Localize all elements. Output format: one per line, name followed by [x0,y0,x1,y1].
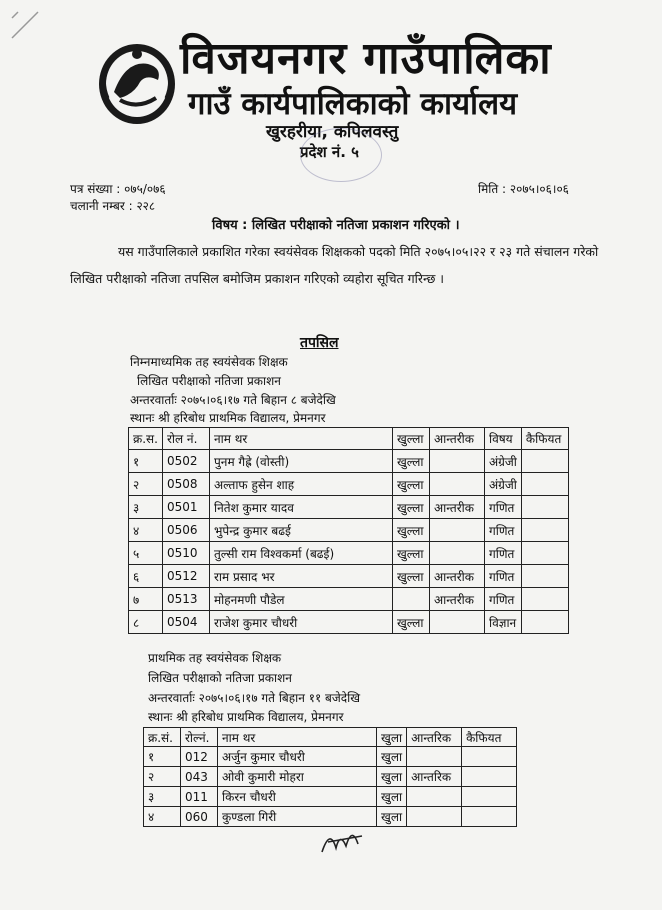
table-cell: विज्ञान [484,611,521,634]
section1-interview: अन्तरवार्ताः २०७५।०६।१७ गते बिहान ८ बजेदेखि [130,393,336,407]
table-cell: खुल्ला [392,450,429,473]
table-cell: आन्तरीक [429,588,484,611]
header-cell: नाम थर [218,728,377,747]
section-heading: तपसिल [300,335,339,351]
header-cell: नाम थर [209,428,392,450]
table-cell [429,450,484,473]
section2-interview: अन्तरवार्ताः २०७५।०६।१७ गते बिहान ११ बजेदेखि [148,691,361,705]
table-cell: 043 [181,767,218,787]
table-row [129,496,569,519]
table-cell [521,473,568,496]
table-cell: 011 [181,787,218,807]
dispatch-number: चलानी नम्बर : २२८ [70,199,156,213]
table-row [129,565,569,588]
letter-subject: विषय : लिखित परीक्षाको नतिजा प्रकाशन गरिएको । [212,218,460,233]
letter-number: पत्र संख्या : ०७५/०७६ [70,182,166,196]
table-cell: खुल्ला [392,496,429,519]
table-cell: 0510 [162,542,209,565]
table-cell: राम प्रसाद भर [209,565,392,588]
table-cell [392,588,429,611]
province-label: प्रदेश नं. ५ [300,143,359,161]
table-cell: 0512 [162,565,209,588]
table-cell [521,519,568,542]
table-header-row [129,428,569,450]
letter-body-text: यस गाउँपालिकाले प्रकाशित गरेका स्वयंसेवक शिक्षकको पदको मिति २०७५।०५।२२ र २३ गते संचालन गरेको लिखित परीक्षाको नतिजा तपसिल बमोजिम प्रकाशन गरिएको व्यहोरा सूचित गरिन्छ । [70,244,599,286]
municipality-title: विजयनगर गाउँपालिका [180,33,552,84]
header-cell: कैफियत [462,728,517,747]
table-header-row [144,728,517,747]
header-cell: विषय [484,428,521,450]
table-cell: ३ [144,787,181,807]
table-cell: गणित [484,496,521,519]
header-cell: खुल्ला [392,428,429,450]
table-cell [429,611,484,634]
table-cell: मोहनमणी पौडेल [209,588,392,611]
letter-date: मिति : २०७५।०६।०६ [478,182,569,196]
table-cell: अर्जुन कुमार चौधरी [218,747,377,767]
table-cell: 0502 [162,450,209,473]
table-cell: १ [129,450,163,473]
table-cell: आन्तरीक [429,496,484,519]
section1-rows [129,450,569,634]
signature [318,822,366,858]
table-row [129,519,569,542]
table-cell: १ [144,747,181,767]
table-cell: ७ [129,588,163,611]
table-row [129,542,569,565]
table-cell [521,611,568,634]
section1-level: निम्नमाध्यमिक तह स्वयंसेवक शिक्षक [130,355,288,369]
table-cell: भुपेन्द्र कुमार बढई [209,519,392,542]
table-cell [462,747,517,767]
table-cell: गणित [484,588,521,611]
table-cell [521,588,568,611]
table-cell: अंग्रेजी [484,450,521,473]
table-cell: अंग्रेजी [484,473,521,496]
table-cell: ३ [129,496,163,519]
table-cell: खुल्ला [392,473,429,496]
table-cell [407,747,462,767]
header-cell: रोल नं. [162,428,209,450]
header-cell: आन्तरिक [407,728,462,747]
table-cell [429,473,484,496]
table-cell [521,450,568,473]
table-cell: ८ [129,611,163,634]
table-row [129,611,569,634]
table-row [129,588,569,611]
header-cell: खुला [377,728,407,747]
letter-body [70,238,600,292]
table-cell: खुल्ला [392,519,429,542]
table-cell: आन्तरीक [429,565,484,588]
section1-result-line: लिखित परीक्षाको नतिजा प्रकाशन [137,374,281,388]
header-cell: आन्तरीक [429,428,484,450]
table-cell: नितेश कुमार यादव [209,496,392,519]
table-cell: खुल्ला [392,542,429,565]
table-cell: अल्ताफ हुसेन शाह [209,473,392,496]
section2-venue: स्थानः श्री हरिबोध प्राथमिक विद्यालय, प्रेमनगर [148,710,344,724]
table-row [144,767,517,787]
table-cell: आन्तरिक [407,767,462,787]
header-cell: क्र.सं. [144,728,181,747]
table-cell: किरन चौधरी [218,787,377,807]
header-cell: कैफियत [521,428,568,450]
header-cell: रोल्नं. [181,728,218,747]
office-title: गाउँ कार्यपालिकाको कार्यालय [188,86,518,122]
table-cell: तुल्सी राम विश्वकर्मा (बढई) [209,542,392,565]
section2-result-line: लिखित परीक्षाको नतिजा प्रकाशन [148,671,292,685]
header-cell: क्र.स. [129,428,163,450]
table-cell: २ [144,767,181,787]
table-cell [407,787,462,807]
table-cell: ओवी कुमारी मोहरा [218,767,377,787]
table-cell [462,807,517,827]
section2-level: प्राथमिक तह स्वयंसेवक शिक्षक [148,651,282,665]
table-cell [462,787,517,807]
table-cell: 012 [181,747,218,767]
table-cell [462,767,517,787]
corner-mark [10,10,40,40]
office-stamp [300,128,382,182]
table-row [129,473,569,496]
table-cell: खुल्ला [392,611,429,634]
table-cell: 0501 [162,496,209,519]
office-address: खुरहरीया, कपिलवस्तु [266,122,399,142]
table-cell: खुला [377,787,407,807]
table-cell: राजेश कुमार चौधरी [209,611,392,634]
table-cell: ४ [144,807,181,827]
table-cell: २ [129,473,163,496]
table-cell [429,519,484,542]
table-cell: खुल्ला [392,565,429,588]
table-cell: कुण्डला गिरी [218,807,377,827]
table-cell [429,542,484,565]
table-cell: गणित [484,565,521,588]
table-cell: खुला [377,807,407,827]
table-row [144,747,517,767]
table-cell: 0504 [162,611,209,634]
table-cell: ५ [129,542,163,565]
table-cell: 0508 [162,473,209,496]
table-cell: खुला [377,767,407,787]
table-cell [407,807,462,827]
table-cell: ६ [129,565,163,588]
section1-results-table [128,427,569,634]
table-cell: ४ [129,519,163,542]
table-cell: खुला [377,747,407,767]
table-row [129,450,569,473]
table-cell: पुनम गैह्रे (वोस्ती) [209,450,392,473]
table-cell: 0513 [162,588,209,611]
table-cell [521,565,568,588]
section2-rows [144,747,517,827]
table-row [144,787,517,807]
section2-results-table [143,727,517,827]
table-cell: 060 [181,807,218,827]
table-cell [521,496,568,519]
section1-venue: स्थानः श्री हरिबोध प्राथमिक विद्यालय, प्रेमनगर [130,411,326,425]
table-cell: गणित [484,542,521,565]
table-cell [521,542,568,565]
table-cell: गणित [484,519,521,542]
table-cell: 0506 [162,519,209,542]
nepal-emblem-logo [96,40,178,126]
